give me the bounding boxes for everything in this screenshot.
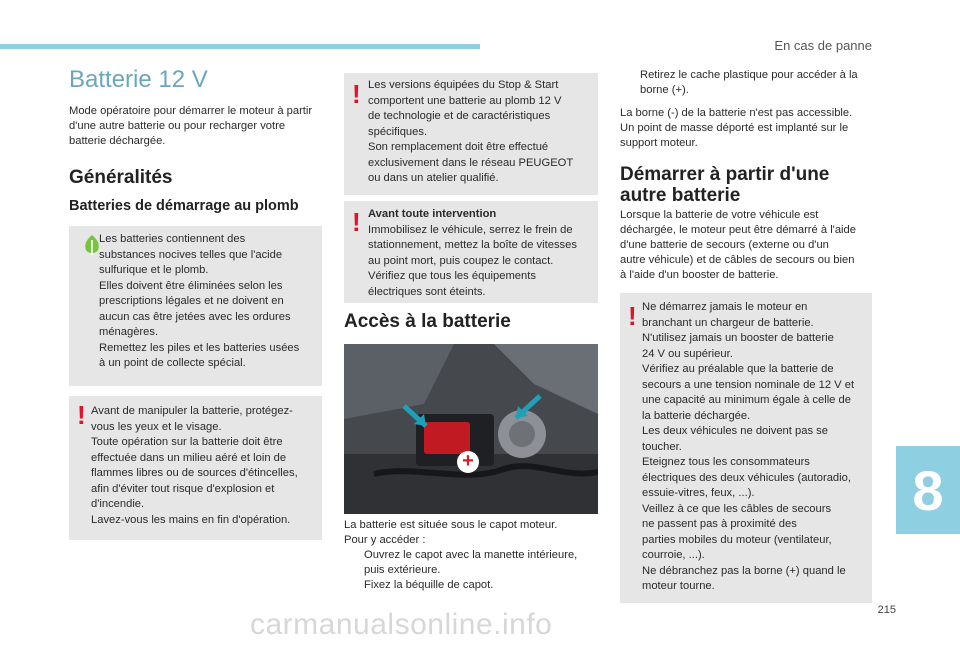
warning-title: Avant toute intervention (368, 208, 497, 220)
warning-line: moteur tourne. (642, 580, 715, 592)
body-line: déchargée, le moteur peut être démarré à l'aide (620, 224, 856, 236)
warning-line: Les versions équipées du Stop & Start (368, 79, 559, 91)
warning-line: électriques sont éteints. (368, 285, 486, 298)
access-intro: Pour y accéder : (344, 534, 426, 546)
warning-line: Veillez à ce que les câbles de secours (642, 502, 832, 515)
watermark: carmanualsonline.info (250, 608, 553, 641)
positive-terminal-icon: + (462, 450, 474, 472)
eco-line: sulfurique et le plomb. (99, 264, 209, 276)
warning-line: Ne démarrez jamais le moteur en (642, 301, 808, 313)
column-1 (69, 66, 324, 214)
page-number: 215 (877, 604, 896, 616)
intro-text: Mode opératoire pour démarrer le moteur à partir d'une autre batterie ou pour recharger votre batterie déchargée. (69, 105, 313, 147)
eco-line: Remettez les piles et les batteries usées (99, 341, 300, 354)
warning-text (91, 404, 321, 528)
heading-battery-access-wrap (344, 311, 598, 332)
warning-line: courroie, ...). (642, 549, 705, 561)
warning-box-stop-start (344, 73, 598, 195)
warning-line: Son remplacement doit être effectué (368, 141, 549, 153)
section-label: En cas de panne (774, 38, 872, 53)
step-text: Ouvrez le capot avec la manette intérieure, (364, 549, 578, 561)
note-line: support moteur. (620, 137, 698, 149)
warning-line: afin d'éviter tout risque d'explosion et (91, 482, 275, 495)
subheading-lead-batteries: Batteries de démarrage au plomb (69, 198, 299, 214)
step-item (620, 68, 878, 83)
heading-line: Démarrer à partir d'une (620, 164, 830, 185)
heading-generalites: Généralités (69, 167, 173, 188)
eco-text (99, 232, 321, 372)
warning-line: Immobilisez le véhicule, serrez le frein de (368, 223, 573, 236)
warning-line: 24 V ou supérieur. (642, 347, 733, 360)
chapter-tab: 8 (896, 446, 960, 534)
warning-icon: ! (628, 301, 637, 331)
warning-line: Les deux véhicules ne doivent pas se (642, 425, 828, 437)
header-accent-bar (0, 44, 480, 49)
warning-line: d'incendie. (91, 498, 145, 510)
step-text: Fixez la béquille de capot. (364, 579, 494, 591)
warning-line: Avant de manipuler la batterie, protégez- (91, 405, 293, 417)
warning-line: Lavez-vous les mains en fin d'opération. (91, 513, 291, 526)
jump-start-body (620, 208, 878, 283)
step-text: Retirez le cache plastique pour accéder à la (640, 69, 858, 81)
eco-line: à un point de collecte spécial. (99, 357, 246, 369)
heading-battery-access: Accès à la batterie (344, 311, 511, 332)
warning-box-before-intervention (344, 201, 598, 303)
photo-caption: La batterie est située sous le capot moteur. (344, 519, 558, 531)
terminal-note (620, 106, 878, 151)
warning-line: branchant un chargeur de batterie. (642, 316, 814, 329)
eco-line: Les batteries contiennent des (99, 233, 246, 245)
step-item-continued: borne (+). (640, 84, 689, 96)
warning-line: la batterie déchargée. (642, 409, 751, 422)
warning-icon: ! (77, 400, 86, 430)
body-line: Lorsque la batterie de votre véhicule est (620, 209, 819, 221)
heading-jump-start (620, 164, 878, 206)
step-item (344, 548, 600, 563)
warning-line: Eteignez tous les consommateurs (642, 456, 810, 468)
warning-line: exclusivement dans le réseau PEUGEOT (368, 156, 574, 169)
eco-line: prescriptions légales et ne doivent en (99, 295, 284, 307)
eco-line: Elles doivent être éliminées selon les (99, 279, 283, 292)
step-item-continued: puis extérieure. (364, 564, 441, 576)
note-line: Un point de masse déporté est implanté sur le (620, 122, 849, 134)
warning-line: vous les yeux et le visage. (91, 420, 222, 433)
body-line: d'une batterie de secours (externe ou d'un (620, 239, 829, 251)
page-title: Batterie 12 V (69, 66, 208, 93)
warning-line: essuie-vitres, feux, ...). (642, 487, 755, 499)
warning-line: secours a une tension nominale de 12 V et (642, 378, 855, 391)
warning-line: N'utilisez jamais un booster de batterie (642, 332, 834, 344)
body-line: autre véhicule) et de câbles de secours ou bien (620, 254, 855, 266)
warning-line: ou dans un atelier qualifié. (368, 172, 499, 184)
warning-line: au point mort, puis coupez le contact. (368, 254, 554, 267)
body-line: à l'aide d'un booster de batterie. (620, 269, 779, 281)
warning-text (368, 78, 596, 187)
warning-line: Toute opération sur la batterie doit être (91, 436, 283, 448)
warning-line: Ne débranchez pas la borne (+) quand le (642, 564, 846, 577)
warning-line: comportent une batterie au plomb 12 V (368, 94, 562, 107)
warning-line: toucher. (642, 440, 682, 453)
warning-box-jump-start (620, 293, 872, 603)
warning-box-handling (69, 396, 322, 540)
warning-text (368, 207, 596, 300)
warning-line: stationnement, mettez la boîte de vitesses (368, 239, 577, 251)
warning-line: parties mobiles du moteur (ventilateur, (642, 533, 832, 546)
warning-line: effectuée dans un milieu aéré et loin de (91, 451, 287, 464)
warning-icon: ! (352, 207, 361, 237)
step-item (344, 578, 600, 593)
eco-line: ménagères. (99, 326, 159, 338)
warning-line: Vérifiez que tous les équipements (368, 270, 536, 282)
column-3 (620, 68, 878, 283)
engine-bay-illustration (344, 344, 598, 514)
eco-info-box (69, 226, 322, 386)
warning-icon: ! (352, 79, 361, 109)
note-line: La borne (-) de la batterie n'est pas accessible. (620, 107, 853, 119)
warning-line: spécifiques. (368, 125, 428, 138)
warning-line: électriques des deux véhicules (autoradio, (642, 471, 851, 484)
eco-line: aucun cas être jetées avec les ordures (99, 310, 291, 323)
eco-line: substances nocives telles que l'acide (99, 248, 283, 261)
warning-text (642, 300, 870, 595)
engine-bay-photo (344, 344, 598, 514)
heading-line: autre batterie (620, 185, 741, 206)
access-instructions (344, 518, 600, 593)
warning-line: de technologie et de caractéristiques (368, 110, 551, 122)
warning-line: une capacité au minimum égale à celle de (642, 394, 851, 406)
warning-line: Vérifiez au préalable que la batterie de (642, 363, 834, 375)
warning-line: ne passent pas à proximité des (642, 518, 797, 530)
warning-line: flammes libres ou de sources d'étincelles, (91, 467, 298, 479)
